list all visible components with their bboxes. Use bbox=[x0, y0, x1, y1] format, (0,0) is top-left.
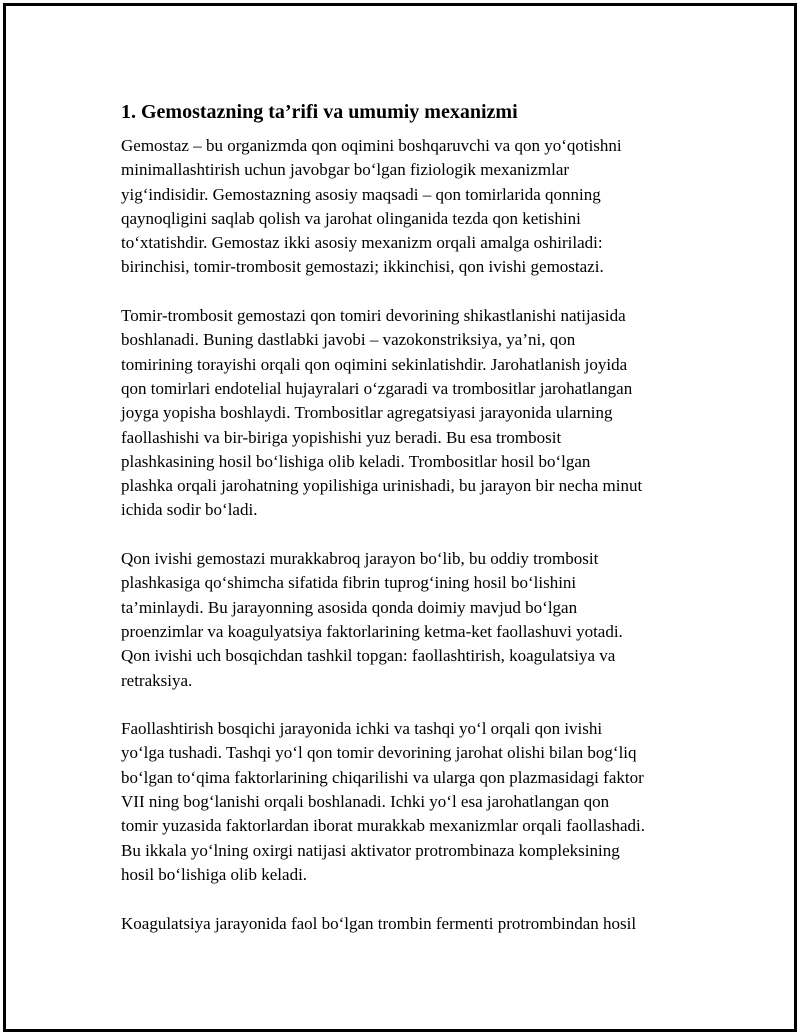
paragraph-definition bbox=[121, 134, 701, 280]
text-line: Koagulatsiya jarayonida faol bo‘lgan trombin fermenti protrombindan hosil bbox=[121, 913, 637, 933]
section-heading: 1. Gemostazning ta’rifi va umumiy mexanizmi bbox=[121, 101, 518, 123]
text-line: Qon ivishi gemostazi murakkabroq jarayon bo‘lib, bu oddiy trombosit bbox=[121, 549, 599, 569]
paragraph-activation bbox=[121, 717, 701, 887]
text-line: boshlanadi. Buning dastlabki javobi – vazokonstriksiya, ya’ni, qon bbox=[121, 330, 576, 350]
text-line: tomirining torayishi orqali qon oqimini sekinlatishdir. Jarohatlanish joyida bbox=[121, 354, 628, 374]
text-line: birinchisi, tomir-trombosit gemostazi; ikkinchisi, qon ivishi gemostazi. bbox=[121, 257, 604, 277]
text-line: yo‘lga tushadi. Tashqi yo‘l qon tomir devorining jarohat olishi bilan bog‘liq bbox=[121, 743, 637, 763]
text-line: Tomir-trombosit gemostazi qon tomiri devorining shikastlanishi natijasida bbox=[121, 306, 626, 326]
text-line: ta’minlaydi. Bu jarayonning asosida qonda doimiy mavjud bo‘lgan bbox=[121, 597, 578, 617]
text-line: minimallashtirish uchun javobgar bo‘lgan fiziologik mexanizmlar bbox=[121, 160, 570, 180]
text-line: Bu ikkala yo‘lning oxirgi natijasi aktivator protrombinaza kompleksining bbox=[121, 840, 620, 860]
text-line: joyga yopisha boshlaydi. Trombositlar agregatsiyasi jarayonida ularning bbox=[121, 403, 613, 423]
text-line: VII ning bog‘lanishi orqali boshlanadi. Ichki yo‘l esa jarohatlangan qon bbox=[121, 792, 610, 812]
paragraph-coagulation bbox=[121, 547, 701, 693]
paragraph-coagulation-process bbox=[121, 912, 701, 936]
text-line: plashkasiga qo‘shimcha sifatida fibrin tuprog‘ining hosil bo‘lishini bbox=[121, 573, 577, 593]
text-line: qaynoqligini saqlab qolish va jarohat olinganida tezda qon ketishini bbox=[121, 208, 581, 228]
text-line: faollashishi va bir-biriga yopishishi yuz beradi. Bu esa trombosit bbox=[121, 427, 562, 447]
text-line: plashkasining hosil bo‘lishiga olib keladi. Trombositlar hosil bo‘lgan bbox=[121, 451, 591, 471]
text-line: to‘xtatishdir. Gemostaz ikki asosiy mexanizm orqali amalga oshiriladi: bbox=[121, 233, 603, 253]
text-line: bo‘lgan to‘qima faktorlarining chiqarilishi va ularga qon plazmasidagi faktor bbox=[121, 767, 644, 787]
text-line: hosil bo‘lishiga olib keladi. bbox=[121, 864, 308, 884]
text-line: qon tomirlari endotelial hujayralari o‘zgaradi va trombositlar jarohatlangan bbox=[121, 378, 633, 398]
text-line: plashka orqali jarohatning yopilishiga urinishadi, bu jarayon bir necha minut bbox=[121, 476, 643, 496]
text-line: tomir yuzasida faktorlardan iborat murakkab mexanizmlar orqali faollashadi. bbox=[121, 816, 645, 836]
text-line: Qon ivishi uch bosqichdan tashkil topgan: faollashtirish, koagulatsiya va bbox=[121, 646, 616, 666]
document-body bbox=[121, 98, 701, 960]
document-page bbox=[3, 3, 797, 1032]
paragraph-vascular-platelet bbox=[121, 304, 701, 523]
text-line: ichida sodir bo‘ladi. bbox=[121, 500, 258, 520]
text-line: Faollashtirish bosqichi jarayonida ichki va tashqi yo‘l orqali qon ivishi bbox=[121, 719, 603, 739]
text-line: Gemostaz – bu organizmda qon oqimini boshqaruvchi va qon yo‘qotishni bbox=[121, 136, 622, 155]
text-line: yig‘indisidir. Gemostazning asosiy maqsadi – qon tomirlarida qonning bbox=[121, 184, 601, 204]
text-line: proenzimlar va koagulyatsiya faktorlarining ketma-ket faollashuvi yotadi. bbox=[121, 621, 623, 641]
text-line: retraksiya. bbox=[121, 670, 193, 690]
